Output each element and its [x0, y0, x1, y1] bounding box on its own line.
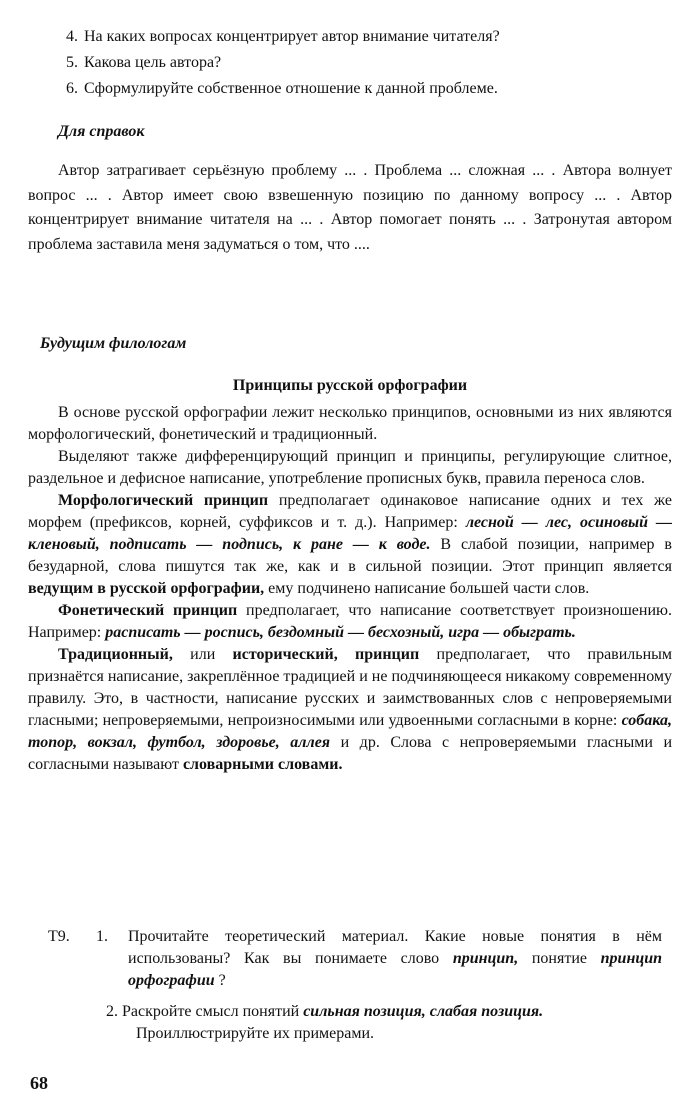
paragraph-traditional: Традиционный, или исторический, принцип предполагает, что правильным признаётся написание, закреплённое традицией и не подчиняющееся никакому современному правилу. Это, в частности, написание русских и заимствованных слов с непроверяемыми гласными; непроверяемыми, непроизносимыми или удвоенными согласными в корне: собака, топор, вокзал, футбол, здоровье, аллея и др. Слова с непроверяемыми гласными и согласными называют словарными словами.: [28, 646, 673, 773]
top-question-list: [66, 24, 666, 102]
example-traditional: собака, топор, вокзал, футбол, здоровье, аллея: [28, 712, 672, 751]
term-vocabulary-words: словарными словами.: [182, 756, 343, 773]
paragraph-intro: В основе русской орфографии лежит несколько принципов, основными из них являются морфологический, фонетический и традиционный.: [28, 404, 672, 443]
reference-title: Для справок: [58, 123, 145, 140]
task-item-1: Прочитайте теоретический материал. Какие новые понятия в нём использованы? Как вы понимаете слово принцип, понятие принцип орфографии ?: [128, 928, 663, 989]
reference-text: Автор затрагивает серьёзную проблему ... . Проблема ... сложная ... . Автора волнует вопрос ... . Автор имеет свою взвешенную позицию по данному вопросу ... . Автор концентрирует внимание читателя на ... . Автор помогает понять ... . Затронутая автором проблема заставила меня задуматься о том, что ....: [28, 162, 672, 253]
example-phonetic: расписать — роспись, бездомный — бесхозный, игра — обыграть.: [105, 624, 576, 641]
term-historical: исторический, принцип: [232, 646, 420, 663]
article-body: [28, 402, 672, 776]
task-label: Т9.: [48, 928, 70, 945]
section-title: Будущим филологам: [40, 335, 187, 352]
list-item: 4. На каких вопросах концентрирует автор внимание читателя?: [66, 28, 500, 45]
page-number: 68: [30, 1073, 48, 1093]
term-morphological: Морфологический принцип: [58, 492, 269, 509]
leading-principle: ведущим в русской орфографии,: [28, 580, 265, 597]
task-item-2: 2. Раскройте смысл понятий сильная позиция, слабая позиция. Проиллюстрируйте их примерами.: [106, 1003, 544, 1042]
list-item: 5. Какова цель автора?: [66, 54, 222, 71]
paragraph-other-principles: Выделяют также дифференцирующий принцип и принципы, регулирующие слитное, раздельное и дефисное написание, употребление прописных букв, правила переноса слов.: [28, 448, 672, 487]
paragraph-morphological: Морфологический принцип предполагает одинаковое написание одних и тех же морфем (префиксов, корней, суффиксов и т. д.). Например: лесной — лес, осиновый — кленовый, подписать — подпись, к ране — к воде. В слабой позиции, например в безударной, слова пишутся так же, как и в сильной позиции. Этот принцип является ведущим в русской орфографии, ему подчинено написание большей части слов.: [28, 492, 673, 597]
paragraph-phonetic: Фонетический принцип предполагает, что написание соответствует произношению. Например: расписать — роспись, бездомный — бесхозный, игра — обыграть.: [28, 602, 672, 641]
page-title: Принципы русской орфографии: [232, 377, 468, 394]
example-morphological: лесной — лес, осиновый — кленовый, подписать — подпись, к ране — к воде.: [28, 514, 673, 553]
term-traditional: Традиционный,: [58, 646, 173, 663]
term-phonetic: Фонетический принцип: [58, 602, 238, 619]
task-item-number: 1.: [96, 928, 108, 945]
list-item: 6. Сформулируйте собственное отношение к данной проблеме.: [66, 80, 498, 97]
